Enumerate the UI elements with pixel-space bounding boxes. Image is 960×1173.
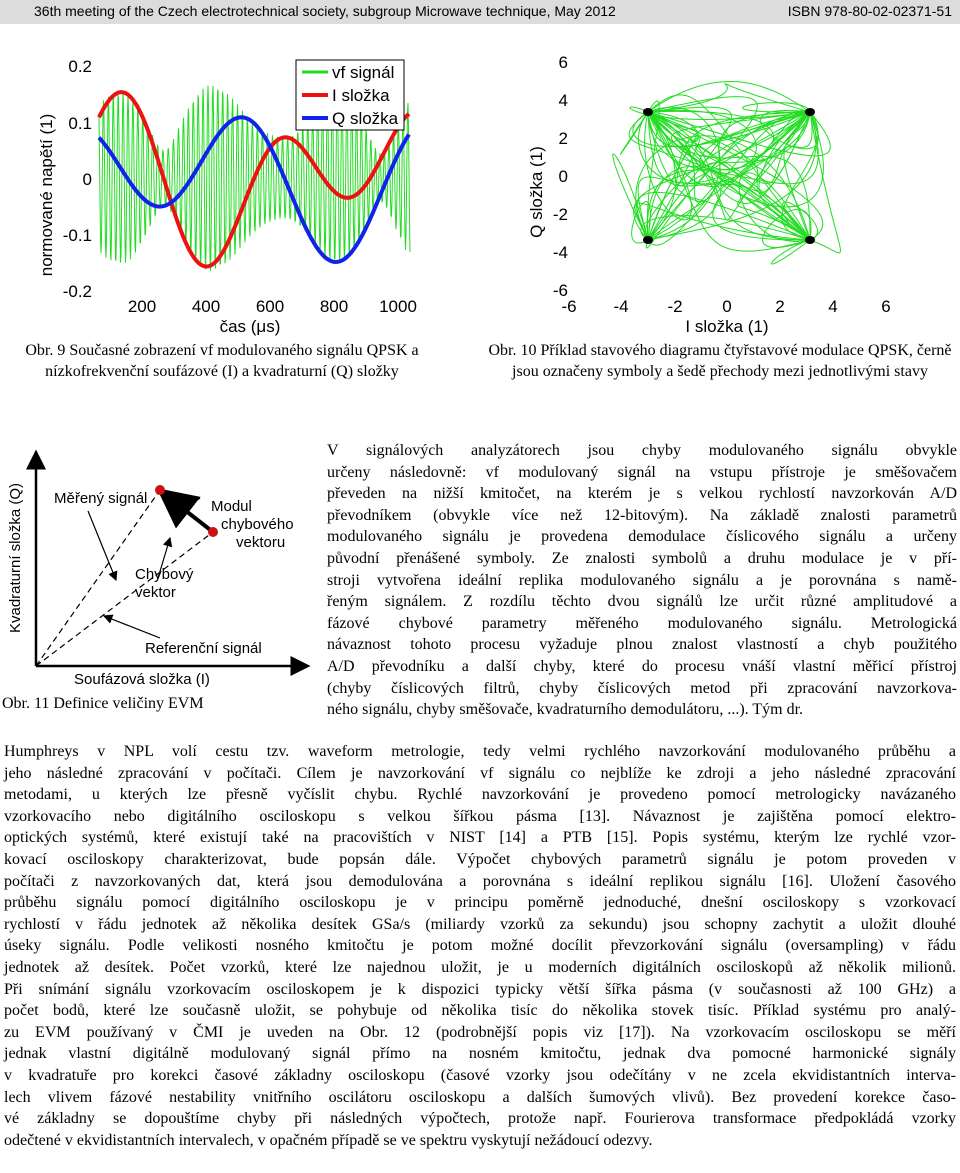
fig10-trajectory [648,83,810,112]
text-line: určeny následovně: vf modulovaný signál na vstupu přístroje je směšovačem [327,463,957,481]
text-line: fázové chybové parametry měřeného modulovaného signálu. Metrologická [327,614,957,632]
text-line: kovací osciloskopy charakterizovat, bude popsán dále. Výpočet chybových parametrů signálu je potom proveden v [4,850,956,868]
fig10-xtick: 6 [881,297,891,316]
fig9-xtick: 600 [255,297,285,316]
text-line: lech vlivem fázové nestability vnitřního oscilátoru osciloskopu a dalších šumových vlivů). Bez provedení korekce časo- [4,1088,956,1106]
text-line: vzorkovacího nebo digitálního osciloskopu s velkou šířkou pásma [13]. Návaznost je zajištěna pomocí elektro- [4,807,956,825]
fig10-symbol [805,108,815,116]
fig11-measured-point [208,527,218,537]
text-line: modulovaného signálu je provedena demodulace číslicového signálu a určeny [327,528,957,546]
fig11-yaxis-label: Kvadraturní složka (Q) [7,482,24,634]
fig9-ytick: 0.2 [68,57,92,76]
text-line: převodníkem (obvykle více než 12-bitovým). Na základě znalosti parametrů [327,506,957,524]
text-line: průběhu signálu pomocí digitálního osciloskopu je v principu poměrně jednoduché, dnešní osciloskopy s vzorkovací [4,894,956,912]
body-text-side [327,440,957,721]
fig9-ylabel: normované napětí (1) [37,113,56,277]
fig10-xtick: 4 [828,297,838,316]
text-line: V signálových analyzátorech jsou chyby modulovaného signálu obvykle [327,442,957,459]
figure-10-plot [512,50,960,340]
text-line: (chyby číslicových filtrů, chyby číslicových metod při zpracování navzorkova- [327,679,957,697]
fig10-symbol [805,236,815,244]
fig11-reference-label: Referenční signál [145,640,262,657]
fig9-legend-i: I složka [332,86,390,105]
text-line: v kvadratuře pro korekci časové základny osciloskopu (časové vzorky jsou odečítány v ne zcela ekvidistantních interva- [4,1066,956,1084]
fig10-xtick: 0 [722,297,732,316]
figure-11-diagram [0,438,320,688]
fig9-legend-q: Q složka [332,109,399,128]
fig11-module-label: vektoru [236,534,286,551]
fig10-xtick: -4 [613,297,629,316]
page-header [0,0,960,24]
text-line: převeden na nižší kmitočet, na kterém je s velkou rychlostí navzorkován A/D [327,485,957,503]
text-line: ného signálu, chyby směšovače, kvadraturního demodulátoru, ...). Tým dr. [327,701,804,719]
fig9-xtick: 200 [127,297,157,316]
fig10-symbol [643,236,653,244]
fig10-ytick: 2 [558,129,568,148]
text-line: Při snímání signálu vzorkovacím osciloskopem je k dispozici typicky větší šířka pásma (v současnosti až 100 GHz) a [4,980,956,998]
fig11-module-pointer [180,498,200,512]
fig10-ytick: -6 [552,281,568,300]
fig11-error-vector [163,493,213,532]
text-line: jednotek až desítek. Počet vzorků, které lze najednou uložit, je u moderních digitálních osciloskopů až několik milionů. [4,958,956,976]
fig9-ytick: -0.2 [62,282,92,301]
fig10-trajectory [648,112,698,240]
figure-9-plot [0,30,430,340]
header-conference: 36th meeting of the Czech electrotechnical society, subgroup Microwave technique, May 2012 [34,3,616,19]
text-line: odečtené v ekvidistantních intervalech, v opačném případě se ve spektru vyskytují nežádoucí odezvy. [4,1131,653,1149]
text-line: optických systémů, které existují také na pracovištích v NIST [14] a PTB [15]. Popis systému, kterým lze rychlé vzor- [4,829,956,847]
fig10-ytick: 6 [558,53,568,72]
fig9-legend [296,60,404,130]
text-line: metodami, u kterých lze přesně vyčíslit chybu. Rychlé navzorkování je provedeno pomocí metrologicky navázaného [4,786,956,804]
text-line: stroji vytvořena ideální replika modulovaného signálu a je porovnána s namě- [327,571,957,589]
fig9-xlabel: čas (μs) [219,317,281,336]
fig9-ytick: 0 [82,170,92,189]
fig9-ytick: -0.1 [62,226,92,245]
figure-10-caption: Obr. 10 Příklad stavového diagramu čtyřstavové modulace QPSK, černě jsou označeny symboly a šedě přechody mezi jednotlivými stavy [488,342,952,380]
fig11-reference-pointer [104,616,160,638]
figure-11-caption: Obr. 11 Definice veličiny EVM [2,695,204,712]
text-line: Humphreys v NPL volí cestu tzv. waveform metrologie, tedy velmi rychlého navzorkování modulovaného průběhu a [4,743,956,760]
header-isbn: ISBN 978-80-02-02371-51 [787,3,952,19]
fig10-ytick: -2 [552,205,568,224]
fig9-legend-vf: vf signál [332,63,395,82]
fig11-error-label: Chybový [135,566,194,583]
fig11-error-label: vektor [135,584,176,601]
fig11-measured-label: Měřený signál [54,490,148,507]
fig10-xtick: -6 [561,297,577,316]
fig11-reference-point [155,485,165,495]
text-line: řeným signálem. Z rozdílu těchto dvou signálů lze určit různé amplitudové a [327,593,957,611]
fig11-module-label: chybového [221,516,294,533]
fig10-ytick: 0 [558,167,568,186]
text-line: úseky signálu. Podle velikosti nosného kmitočtu je potom možné docílit převzorkování signálu (oversampling) v řádu [4,937,956,955]
fig10-xlabel: I složka (1) [685,317,769,336]
figure-9-caption: Obr. 9 Současné zobrazení vf modulovaného signálu QPSK a nízkofrekvenční soufázové (I) a kvadraturní (Q) složky [25,342,419,380]
fig10-ytick: -4 [552,243,568,262]
text-line: rychlostí v řádu jednotek až několika desítek GSa/s (miliardy vzorků za sekundu) jsou schopny zachytit a uložit dlouhé [4,915,956,933]
text-line: původní přenášené symboly. Ze znalosti symbolů a druhu modulace je v pří- [327,549,957,567]
fig11-xaxis-label: Soufázová složka (I) [74,671,210,688]
fig10-ylabel: Q složka (1) [527,146,546,238]
fig10-symbol [643,108,653,116]
fig9-ytick: 0.1 [68,114,92,133]
fig10-trajectory [771,240,810,264]
fig11-measured-pointer [88,511,116,580]
fig9-xtick: 1000 [379,297,417,316]
fig10-xtick: -2 [667,297,683,316]
text-line: zu EVM používaný v ČMI je uveden na Obr. 12 (podrobnější popis viz [17]). Na vzorkovacím osciloskopu se měří [4,1023,956,1041]
text-line: jeho následné zpracování v počítači. Cílem je navzorkování vf signálu co nejblíže ke zdroji a jeho následné zpracování [4,764,956,782]
text-line: počet bodů, které lze současně uložit, se pohybuje od několika tisíc do několika stovek tisíc. Příklad systému pro analý- [4,1002,956,1020]
body-text-full [4,741,956,1151]
fig11-module-label: Modul [211,498,252,515]
fig9-xtick: 400 [191,297,221,316]
text-line: A/D převodníku a další chyby, které do procesu vnáší vlastní měřicí přístroj [327,657,957,675]
fig10-xtick: 2 [775,297,785,316]
text-line: jednak vlastní digitálně modulovaný signál přímo na nosném kmitočtu, jednak dva pomocné harmonické signály [4,1045,956,1063]
text-line: počítači z navzorkovaných dat, která jsou demodulována a porovnána s ideální replikou signálu [16]. Uložení časového [4,872,956,890]
text-line: návaznost tohoto procesu vyžaduje plnou znalost vlastností a chyb použitého [327,636,957,654]
text-line: vé základny se dopouštíme chyby při následných výpočtech, protože např. Fourierova transformace předpokládá vzorky [4,1110,956,1128]
fig10-ytick: 4 [558,91,568,110]
fig9-xtick: 800 [319,297,349,316]
